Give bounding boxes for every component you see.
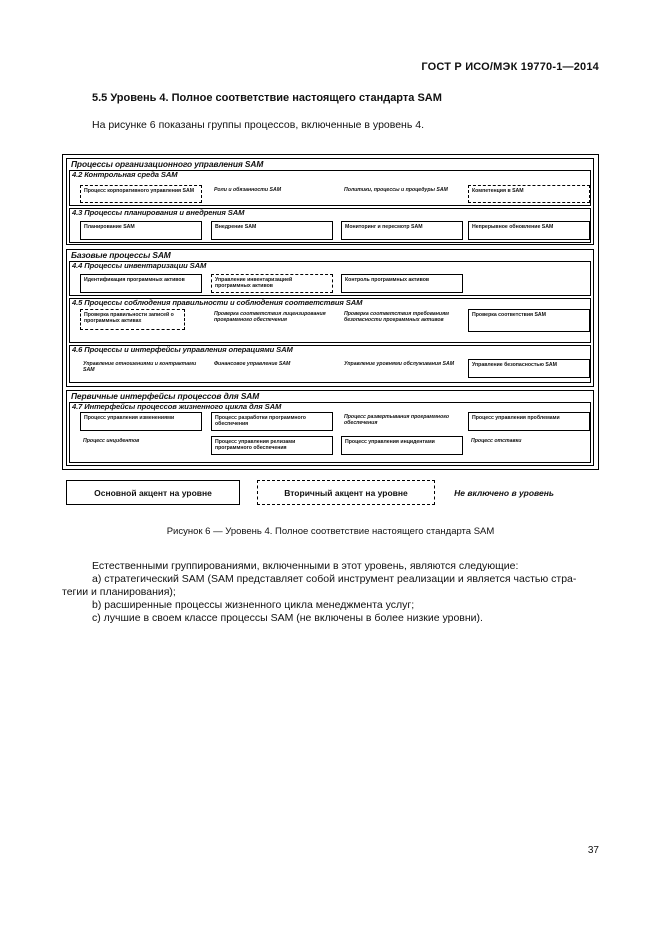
intro-paragraph: На рисунке 6 показаны группы процессов, включенные в уровень 4. bbox=[92, 119, 424, 131]
group-4-4-title: 4.4 Процессы инвентаризации SAM bbox=[72, 261, 207, 270]
process-box: Процесс отставки bbox=[471, 438, 522, 444]
process-box: Проверка правильности записей о программных активах bbox=[80, 309, 185, 330]
list-item-a-cont: тегии и планирования); bbox=[62, 586, 176, 598]
process-box: Планирование SAM bbox=[80, 221, 202, 240]
process-box: Внедрение SAM bbox=[211, 221, 333, 240]
group-4-2-title: 4.2 Контрольная среда SAM bbox=[72, 170, 178, 179]
org-processes-block bbox=[66, 158, 594, 245]
process-box: Управление отношениями и контрактами SAM bbox=[83, 361, 197, 374]
process-box: Мониторинг и пересмотр SAM bbox=[341, 221, 463, 240]
process-box: Процесс разработки программного обеспечения bbox=[211, 412, 333, 431]
process-box: Процесс развертывания программного обеспечения bbox=[344, 414, 450, 427]
body-paragraph: Естественными группированиями, включенными в этот уровень, являются следующие: bbox=[92, 560, 519, 572]
org-processes-title: Процессы организационного управления SAM bbox=[71, 159, 264, 169]
process-box: Проверка соответствия требованиям безопасности программных активов bbox=[344, 311, 449, 324]
process-box: Процесс управления релизами программного обеспечения bbox=[211, 436, 333, 455]
group-4-4 bbox=[69, 261, 591, 296]
group-4-6 bbox=[69, 345, 591, 383]
legend-primary: Основной акцент на уровне bbox=[66, 480, 240, 505]
process-box: Проверка соответствия SAM bbox=[468, 309, 590, 332]
list-item-c: c) лучшие в своем классе процессы SAM (не включены в более низкие уровни). bbox=[92, 612, 483, 624]
process-box: Управление инвентаризацией программных активов bbox=[211, 274, 333, 293]
group-4-3 bbox=[69, 208, 591, 243]
process-box: Управление безопасностью SAM bbox=[468, 359, 590, 378]
figure-caption: Рисунок 6 — Уровень 4. Полное соответствие настоящего стандарта SAM bbox=[166, 526, 495, 537]
group-4-3-title: 4.3 Процессы планирования и внедрения SAM bbox=[72, 208, 245, 217]
process-box: Процесс управления проблемами bbox=[468, 412, 590, 431]
legend-excluded: Не включено в уровень bbox=[454, 487, 554, 498]
process-box: Политики, процессы и процедуры SAM bbox=[344, 187, 448, 193]
primary-interfaces-title: Первичные интерфейсы процессов для SAM bbox=[71, 391, 260, 401]
legend-secondary: Вторичный акцент на уровне bbox=[257, 480, 435, 505]
section-heading: 5.5 Уровень 4. Полное соответствие настоящего стандарта SAM bbox=[92, 92, 442, 104]
process-box: Процесс управления инцидентами bbox=[341, 436, 463, 455]
process-box: Финансовое управление SAM bbox=[214, 361, 291, 367]
process-box: Управление уровнями обслуживания SAM bbox=[344, 361, 455, 367]
group-4-5 bbox=[69, 298, 591, 343]
process-box: Контроль программных активов bbox=[341, 274, 463, 293]
process-box: Роли и обязанности SAM bbox=[214, 187, 282, 193]
base-processes-block bbox=[66, 249, 594, 387]
group-4-7-title: 4.7 Интерфейсы процессов жизненного цикла для SAM bbox=[72, 402, 282, 411]
base-processes-title: Базовые процессы SAM bbox=[71, 250, 171, 260]
process-box: Процесс корпоративного управления SAM bbox=[80, 185, 202, 203]
page-number: 37 bbox=[587, 845, 599, 856]
primary-interfaces-block bbox=[66, 390, 594, 466]
list-item-a: а) стратегический SAM (SAM представляет собой инструмент реализации и является частью стра- bbox=[92, 573, 577, 585]
group-4-5-title: 4.5 Процессы соблюдения правильности и соблюдения соответствия SAM bbox=[72, 298, 363, 307]
process-box: Процесс управления изменениями bbox=[80, 412, 202, 431]
figure-diagram bbox=[62, 154, 599, 470]
document-code: ГОСТ Р ИСО/МЭК 19770-1—2014 bbox=[421, 61, 599, 73]
process-box: Проверка соответствия лицензирования программного обеспечения bbox=[214, 311, 326, 324]
list-item-b: b) расширенные процессы жизненного цикла менеджмента услуг; bbox=[92, 599, 415, 611]
group-4-7 bbox=[69, 402, 591, 463]
process-box: Непрерывное обновление SAM bbox=[468, 221, 590, 240]
process-box: Процесс инцидентов bbox=[83, 438, 140, 444]
process-box: Идентификация программных активов bbox=[80, 274, 202, 293]
group-4-6-title: 4.6 Процессы и интерфейсы управления операциями SAM bbox=[72, 345, 293, 354]
group-4-2 bbox=[69, 170, 591, 206]
process-box: Компетенция в SAM bbox=[468, 185, 590, 203]
